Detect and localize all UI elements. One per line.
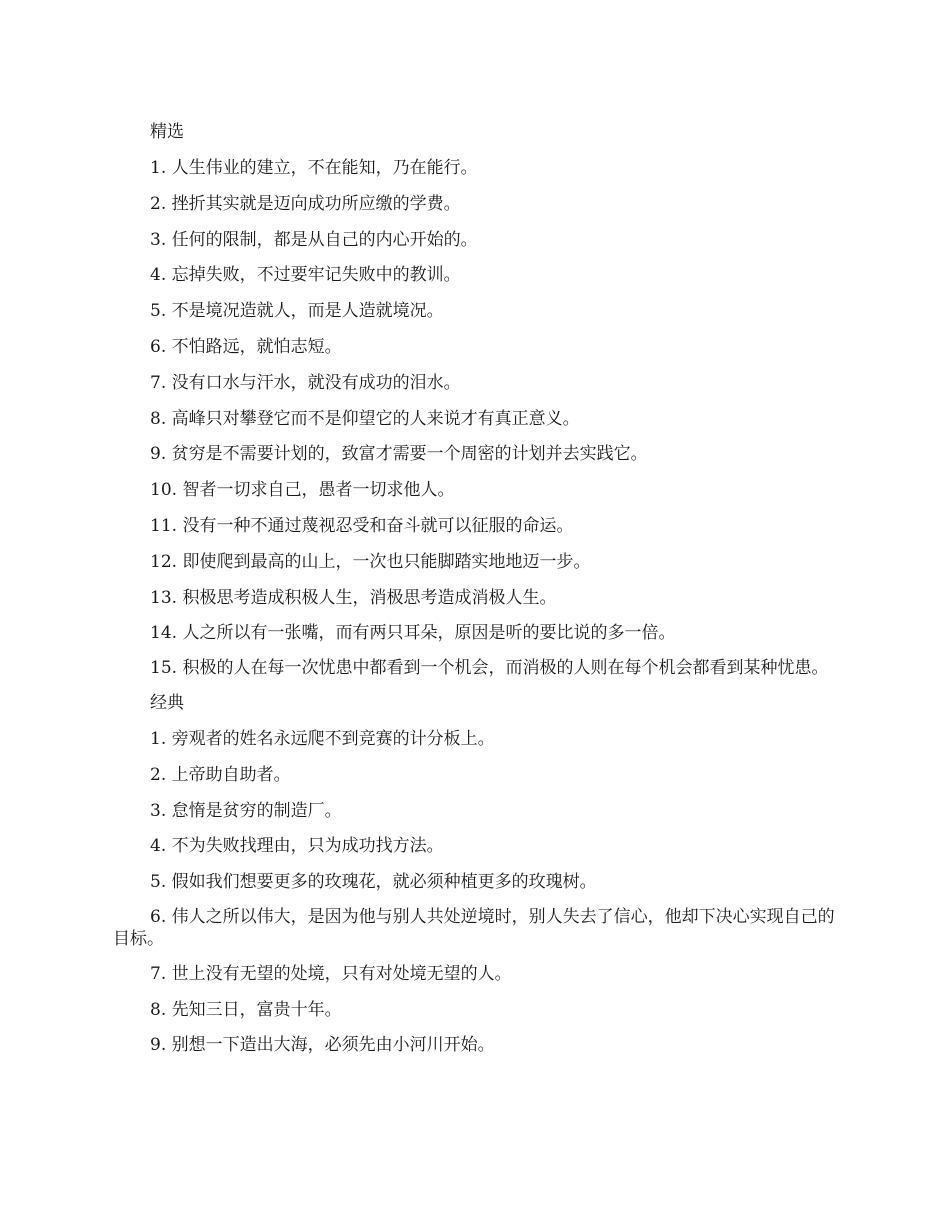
section-jingxuan	[113, 120, 843, 679]
section-heading: 经典	[150, 692, 184, 713]
section-jingdian	[113, 691, 843, 1057]
quote-item: 8. 先知三日，富贵十年。	[150, 999, 342, 1020]
quote-item: 8. 高峰只对攀登它而不是仰望它的人来说才有真正意义。	[150, 408, 580, 429]
quote-item: 4. 不为失败找理由，只为成功找方法。	[150, 836, 444, 857]
quote-item: 9. 贫穷是不需要计划的，致富才需要一个周密的计划并去实践它。	[150, 444, 648, 465]
quote-item: 7. 世上没有无望的处境，只有对处境无望的人。	[150, 963, 512, 984]
quote-item: 11. 没有一种不通过蔑视忍受和奋斗就可以征服的命运。	[150, 515, 574, 536]
quote-item: 5. 不是境况造就人，而是人造就境况。	[150, 301, 444, 322]
quote-item: 2. 上帝助自助者。	[150, 764, 291, 785]
quote-item: 10. 智者一切求自己，愚者一切求他人。	[150, 480, 455, 501]
document-page	[113, 120, 843, 1069]
quote-item: 6. 伟人之所以伟大，是因为他与别人共处逆境时，别人失去了信心，他却下决心实现自己的目标。	[113, 906, 835, 949]
quote-item: 1. 人生伟业的建立，不在能知，乃在能行。	[150, 158, 478, 178]
quote-item: 12. 即使爬到最高的山上，一次也只能脚踏实地地迈一步。	[150, 551, 591, 572]
quote-item: 14. 人之所以有一张嘴，而有两只耳朵，原因是听的要比说的多一倍。	[150, 623, 676, 644]
quote-item: 15. 积极的人在每一次忧患中都看到一个机会，而消极的人则在每个机会都看到某种忧患。	[150, 658, 829, 679]
quote-item: 3. 怠惰是贫穷的制造厂。	[150, 800, 342, 821]
quote-item: 7. 没有口水与汗水，就没有成功的泪水。	[150, 372, 461, 393]
quote-item: 5. 假如我们想要更多的玫瑰花，就必须种植更多的玫瑰树。	[150, 872, 597, 893]
quote-item: 2. 挫折其实就是迈向成功所应缴的学费。	[150, 193, 461, 214]
quote-item: 3. 任何的限制，都是从自己的内心开始的。	[150, 229, 478, 250]
section-heading: 精选	[150, 122, 184, 142]
quote-item: 13. 积极思考造成积极人生，消极思考造成消极人生。	[150, 587, 557, 608]
quote-item: 1. 旁观者的姓名永远爬不到竞赛的计分板上。	[150, 728, 495, 749]
quote-item: 4. 忘掉失败，不过要牢记失败中的教训。	[150, 265, 461, 286]
quote-item: 9. 别想一下造出大海，必须先由小河川开始。	[150, 1035, 495, 1056]
quote-item: 6. 不怕路远，就怕志短。	[150, 336, 342, 357]
